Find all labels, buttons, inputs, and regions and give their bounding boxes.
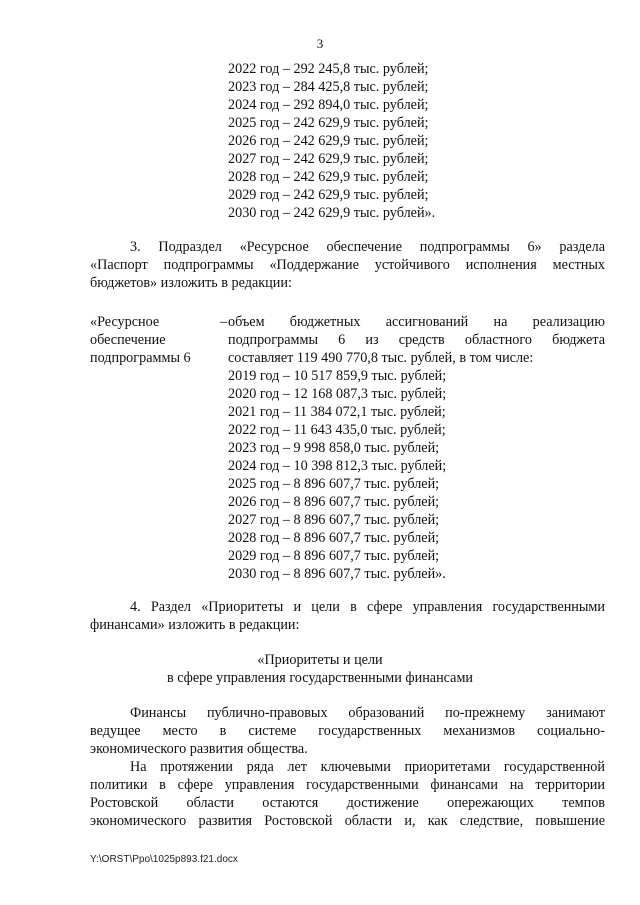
list-item: 2026 год – 242 629,9 тыс. рублей; (228, 133, 429, 149)
list-item: 2027 год – 242 629,9 тыс. рублей; (228, 151, 429, 167)
paragraph-line: На протяжении ряда лет ключевыми приоритетами государственной (130, 759, 605, 775)
list-item: 2019 год – 10 517 859,9 тыс. рублей; (228, 368, 447, 384)
list-item: 2020 год – 12 168 087,3 тыс. рублей; (228, 386, 447, 402)
resource-label (90, 313, 220, 367)
paragraph-2 (90, 758, 605, 830)
paragraph-line: Ростовской области остаются достижение опережающих темпов (90, 795, 605, 811)
heading-line: «Приоритеты и цели (257, 652, 383, 668)
file-path-footer: Y:\ORST\Ppo\1025p893.f21.docx (90, 854, 238, 865)
list-item: 2025 год – 8 896 607,7 тыс. рублей; (228, 476, 440, 492)
label-line: подпрограммы 6 (90, 350, 191, 366)
resource-value (228, 313, 605, 583)
list-item: 2028 год – 8 896 607,7 тыс. рублей; (228, 530, 440, 546)
dash: – (220, 314, 228, 330)
paragraph-line: политики в сфере управления государственными финансами на территории (90, 777, 605, 793)
list-item: 2029 год – 242 629,9 тыс. рублей; (228, 187, 429, 203)
list-item: 2024 год – 10 398 812,3 тыс. рублей; (228, 458, 447, 474)
list-item: 2023 год – 284 425,8 тыс. рублей; (228, 79, 429, 95)
label-line: «Ресурсное (90, 314, 160, 330)
label-line: обеспечение (90, 332, 166, 348)
heading-line: в сфере управления государственными финансами (166, 670, 474, 686)
list-item: 2025 год – 242 629,9 тыс. рублей; (228, 115, 429, 131)
list-item: 2024 год – 292 894,0 тыс. рублей; (228, 97, 429, 113)
paragraph-line: «Паспорт подпрограммы «Поддержание устойчивого исполнения местных (90, 257, 605, 273)
paragraph-line: 3. Подраздел «Ресурсное обеспечение подпрограммы 6» раздела (130, 239, 605, 255)
paragraph-line: финансами» изложить в редакции: (90, 617, 300, 633)
list-item: 2026 год – 8 896 607,7 тыс. рублей; (228, 494, 440, 510)
value-line: объем бюджетных ассигнований на реализацию (228, 314, 605, 330)
paragraph-line: ведущее место в системе государственных механизмов социально- (90, 723, 605, 739)
paragraph-1 (90, 704, 605, 758)
prior-years-list (228, 60, 435, 222)
section-heading (0, 651, 640, 687)
list-item: 2030 год – 242 629,9 тыс. рублей». (228, 205, 436, 221)
paragraph-line: 4. Раздел «Приоритеты и цели в сфере управления государственными (130, 599, 605, 615)
value-line: подпрограммы 6 из средств областного бюджета (228, 332, 605, 348)
list-item: 2022 год – 292 245,8 тыс. рублей; (228, 61, 429, 77)
list-item: 2022 год – 11 643 435,0 тыс. рублей; (228, 422, 446, 438)
list-item: 2027 год – 8 896 607,7 тыс. рублей; (228, 512, 440, 528)
list-item: 2029 год – 8 896 607,7 тыс. рублей; (228, 548, 440, 564)
list-item: 2023 год – 9 998 858,0 тыс. рублей; (228, 440, 440, 456)
item-3-paragraph (90, 238, 605, 292)
paragraph-line: экономического развития общества. (90, 741, 308, 757)
value-line: составляет 119 490 770,8 тыс. рублей, в том числе: (228, 350, 534, 366)
list-item: 2021 год – 11 384 072,1 тыс. рублей; (228, 404, 446, 420)
page-number: 3 (316, 36, 324, 51)
item-4-paragraph (90, 598, 605, 634)
paragraph-line: Финансы публично-правовых образований по-прежнему занимают (130, 705, 605, 721)
paragraph-line: экономического развития Ростовской области и, как следствие, повышение (90, 813, 605, 829)
list-item: 2030 год – 8 896 607,7 тыс. рублей». (228, 566, 446, 582)
list-item: 2028 год – 242 629,9 тыс. рублей; (228, 169, 429, 185)
paragraph-line: бюджетов» изложить в редакции: (90, 275, 292, 291)
